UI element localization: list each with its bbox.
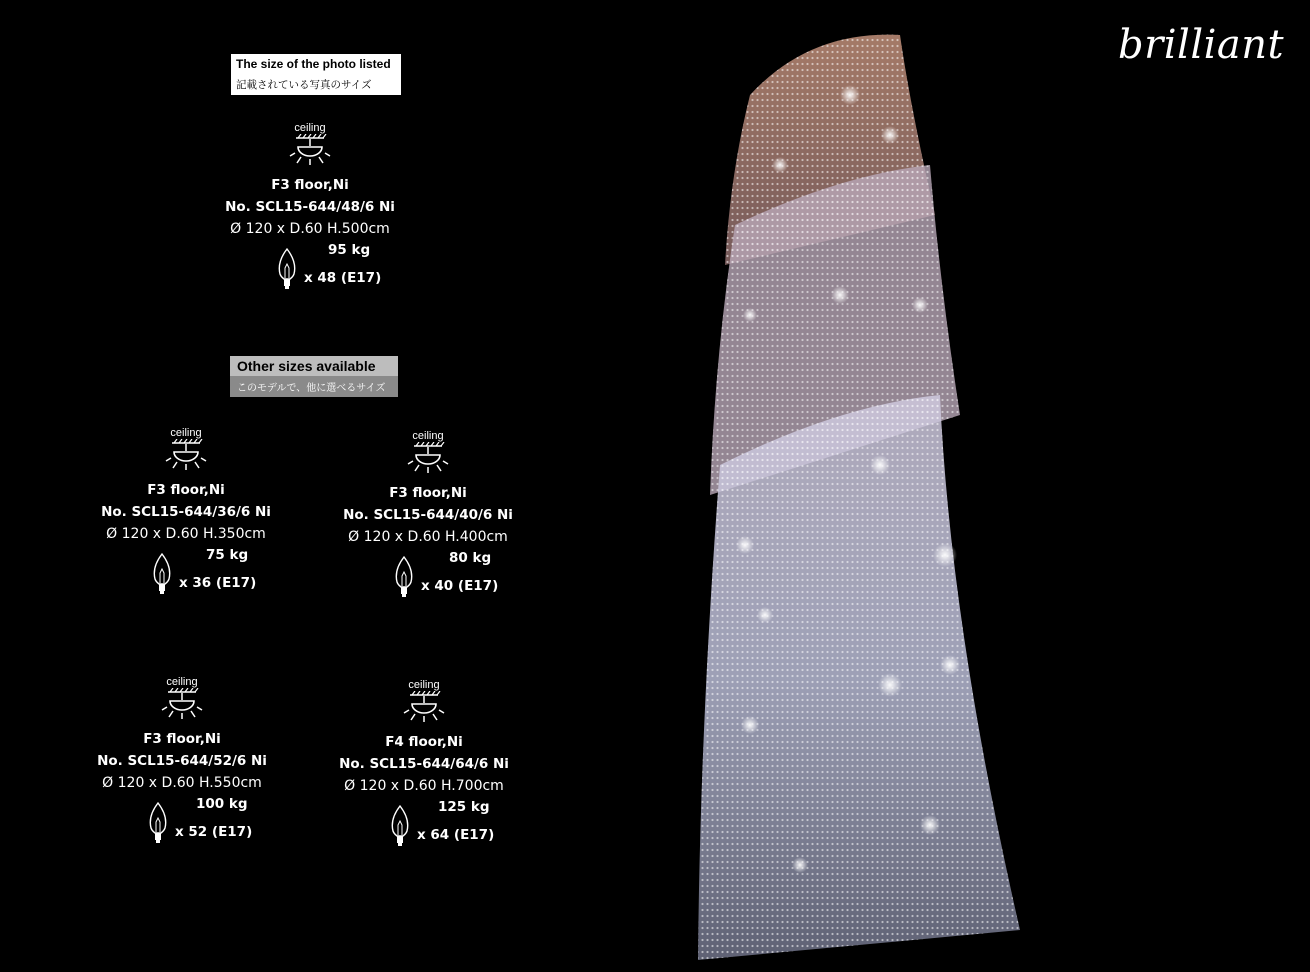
spec-weight: 80 kg (449, 550, 492, 566)
spec-bulb-count: x 40 (E17) (421, 578, 499, 594)
bulb-row (304, 799, 544, 847)
spec-name: F3 floor,Ni (389, 485, 467, 501)
spec-name: F3 floor,Ni (147, 482, 225, 498)
spec-bulb-count: x 52 (E17) (175, 824, 253, 840)
candle-bulb-icon (393, 556, 415, 598)
ceiling-light-icon (406, 442, 450, 482)
spec-name: F3 floor,Ni (271, 177, 349, 193)
other-sizes-label (230, 356, 398, 397)
spec-model: No. SCL15-644/36/6 Ni (101, 504, 271, 520)
ceiling-mount (66, 427, 306, 479)
other-spec-4 (304, 679, 544, 847)
ceiling-mount (304, 679, 544, 731)
candle-bulb-icon (147, 802, 169, 844)
other-spec-3 (62, 676, 302, 844)
bulb-row (190, 242, 430, 290)
other-sizes-title: Other sizes available (230, 356, 398, 376)
bulb-row (308, 550, 548, 598)
ceiling-label: ceiling (408, 679, 440, 691)
ceiling-light-icon (160, 688, 204, 728)
other-spec-1 (66, 427, 306, 595)
spec-name: F4 floor,Ni (385, 734, 463, 750)
candle-bulb-icon (276, 248, 298, 290)
main-spec (190, 122, 430, 290)
candle-bulb-icon (389, 805, 411, 847)
ceiling-mount (190, 122, 430, 174)
spec-weight: 95 kg (328, 242, 371, 258)
spec-weight: 125 kg (438, 799, 490, 815)
ceiling-light-icon (164, 439, 208, 479)
bulb-row (62, 796, 302, 844)
spec-model: No. SCL15-644/52/6 Ni (97, 753, 267, 769)
spec-dimensions: Ø 120 x D.60 H.550cm (102, 775, 262, 791)
photo-size-title: The size of the photo listed (231, 54, 401, 74)
ceiling-label: ceiling (166, 676, 198, 688)
brand-logo: brilliant (1118, 22, 1285, 68)
ceiling-mount (308, 430, 548, 482)
spec-bulb-count: x 36 (E17) (179, 575, 257, 591)
photo-size-subtitle: 記載されている写真のサイズ (231, 74, 401, 95)
ceiling-mount (62, 676, 302, 728)
spec-weight: 100 kg (196, 796, 248, 812)
photo-size-label (231, 54, 401, 95)
spec-dimensions: Ø 120 x D.60 H.350cm (106, 526, 266, 542)
ceiling-label: ceiling (294, 122, 326, 134)
candle-bulb-icon (151, 553, 173, 595)
other-spec-2 (308, 430, 548, 598)
bulb-row (66, 547, 306, 595)
spec-model: No. SCL15-644/40/6 Ni (343, 507, 513, 523)
spec-model: No. SCL15-644/64/6 Ni (339, 756, 509, 772)
spec-dimensions: Ø 120 x D.60 H.700cm (344, 778, 504, 794)
spec-dimensions: Ø 120 x D.60 H.400cm (348, 529, 508, 545)
spec-dimensions: Ø 120 x D.60 H.500cm (230, 221, 390, 237)
chandelier-photo (690, 25, 1030, 965)
ceiling-label: ceiling (412, 430, 444, 442)
other-sizes-subtitle: このモデルで、他に選べるサイズ (230, 376, 398, 397)
spec-name: F3 floor,Ni (143, 731, 221, 747)
spec-bulb-count: x 64 (E17) (417, 827, 495, 843)
spec-model: No. SCL15-644/48/6 Ni (225, 199, 395, 215)
spec-bulb-count: x 48 (E17) (304, 270, 382, 286)
ceiling-light-icon (288, 134, 332, 174)
spec-weight: 75 kg (206, 547, 249, 563)
ceiling-label: ceiling (170, 427, 202, 439)
ceiling-light-icon (402, 691, 446, 731)
